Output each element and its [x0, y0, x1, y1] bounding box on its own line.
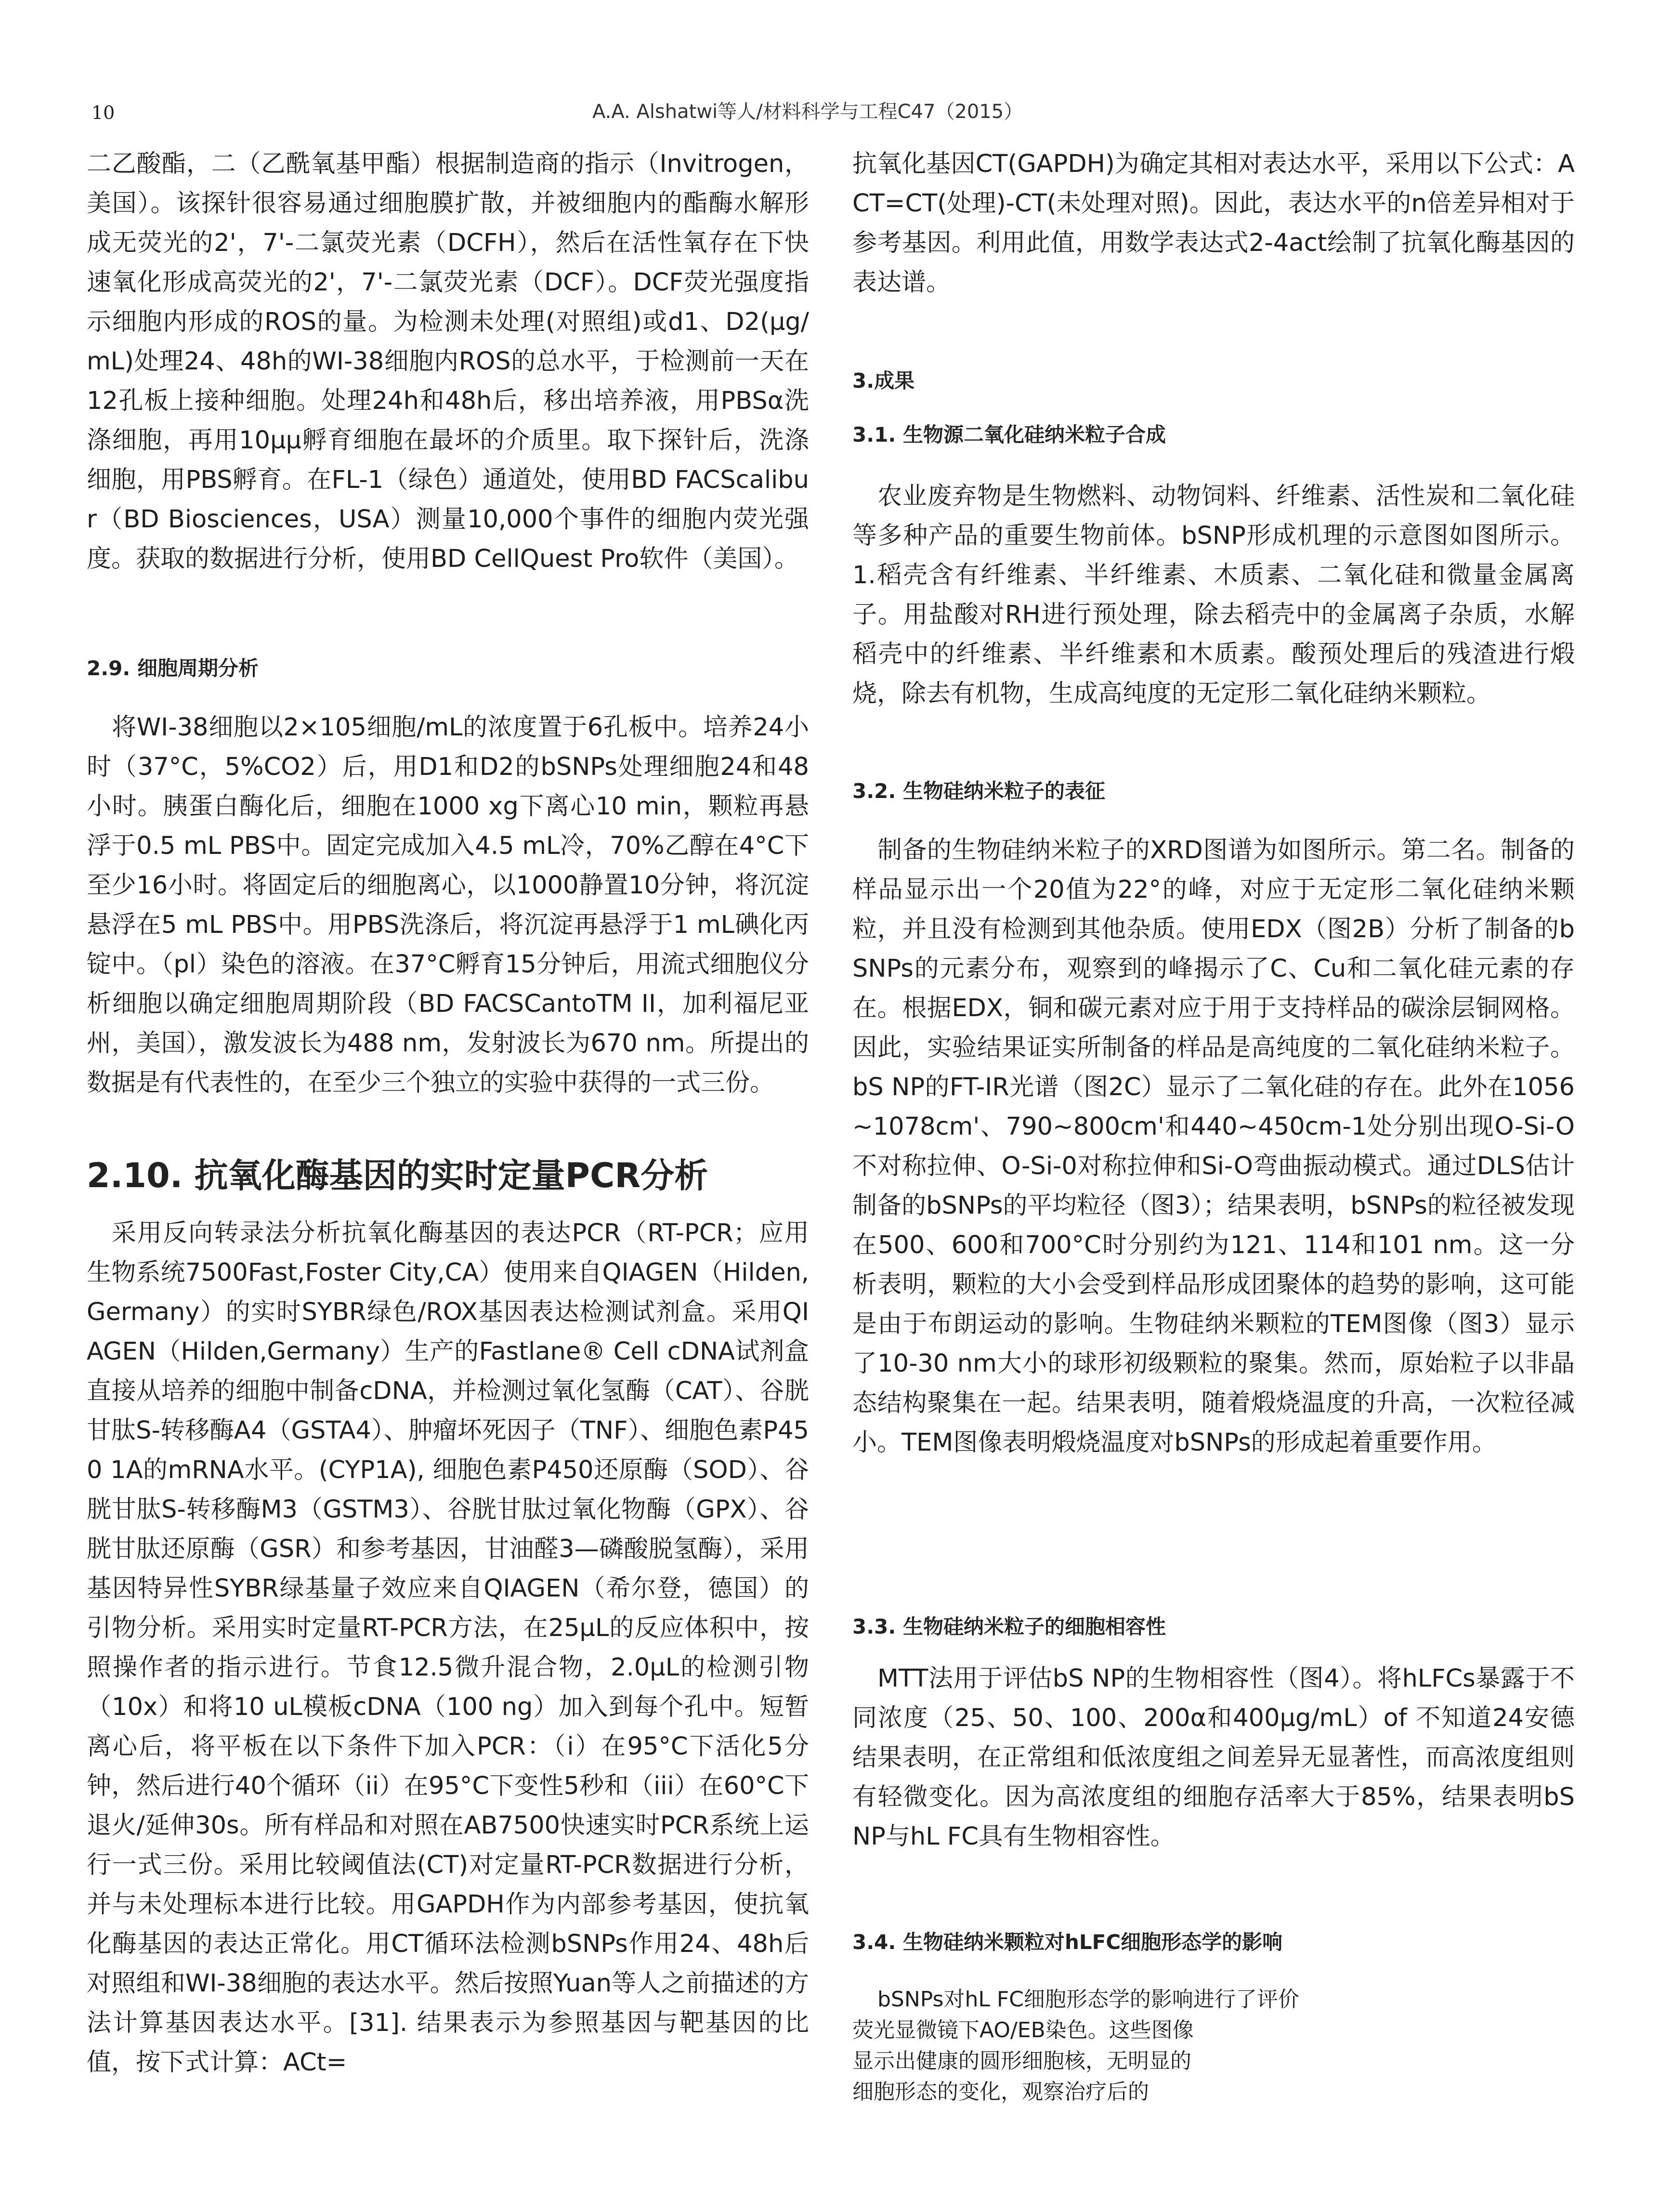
right-paragraph-1: 抗氧化基因CT(GAPDH)为确定其相对表达水平，采用以下公式：ACT=CT(处理)-CT(未处理对照)。因此，表达水平的n倍差异相对于参考基因。利用此值，用数学表达式2-4act绘制了抗氧化酶基因的表达谱。 — [852, 150, 1575, 297]
page-number: 10 — [91, 102, 115, 123]
section-heading-3-2: 3.2. 生物硅纳米粒子的表征 — [852, 779, 1105, 803]
section-heading-3-1: 3.1. 生物源二氧化硅纳米粒子合成 — [852, 423, 1166, 446]
right-paragraph-4: MTT法用于评估bS NP的生物相容性（图4）。将hLFCs暴露于不同浓度（25、50、100、200α和400μg/mL）of 不知道24安德结果表明，在正常组和低浓度组之间差异无显著性，而高浓度组则有轻微变化。因为高浓度组的细胞存活率大于85%，结果表明bS NP与hL FC具有生物相容性。 — [852, 1664, 1575, 1851]
section-heading-3: 3.成果 — [852, 369, 915, 393]
left-paragraph-1: 二乙酸酯，二（乙酰氧基甲酯）根据制造商的指示（Invitrogen，美国）。该探针很容易通过细胞膜扩散，并被细胞内的酯酶水解形成无荧光的2'，7'-二氯荧光素（DCFH），然后在活性氧存在下快速氧化形成高荧光的2'，7'-二氯荧光素（DCF）。DCF荧光强度指示细胞内形成的ROS的量。为检测未处理(对照组)或d1、D2(μg/mL)处理24、48h的WI-38细胞内ROS的总水平，于检测前一天在12孔板上接种细胞。处理24h和48h后，移出培养液，用PBSα洗涤细胞，再用10μμ孵育细胞在最坏的介质里。取下探针后，洗涤细胞，用PBS孵育。在FL-1（绿色）通道处，使用BD FACScalibur（BD Biosciences，USA）测量10,000个事件的细胞内荧光强度。获取的数据进行分析，使用BD CellQuest Pro软件（美国）。 — [87, 150, 809, 573]
paragraph-line: 显示出健康的圆形细胞核，无明显的 — [852, 2049, 1191, 2073]
paragraph-line: bSNPs对hL FC细胞形态学的影响进行了评价 — [877, 1987, 1299, 2012]
section-heading-3-4: 3.4. 生物硅纳米颗粒对hLFC细胞形态学的影响 — [852, 1930, 1283, 1954]
right-paragraph-3: 制备的生物硅纳米粒子的XRD图谱为如图所示。第二名。制备的样品显示出一个20值为22°的峰，对应于无定形二氧化硅纳米颗粒，并且没有检测到其他杂质。使用EDX（图2B）分析了制备的bSNPs的元素分布，观察到的峰揭示了C、Cu和二氧化硅元素的存在。根据EDX，铜和碳元素对应于用于支持样品的碳涂层铜网格。因此，实验结果证实所制备的样品是高纯度的二氧化硅纳米粒子。bS NP的FT-IR光谱（图2C）显示了二氧化硅的存在。此外在1056~1078cm'、790~800cm'和440~450cm-1处分别出现O-Si-O不对称拉伸、O-Si-0对称拉伸和Si-O弯曲振动模式。通过DLS估计制备的bSNPs的平均粒径（图3）；结果表明，bSNPs的粒径被发现在500、600和700°C时分别约为121、114和101 nm。这一分析表明，颗粒的大小会受到样品形成团聚体的趋势的影响，这可能是由于布朗运动的影响。生物硅纳米颗粒的TEM图像（图3）显示了10-30 nm大小的球形初级颗粒的聚集。然而，原始粒子以非晶态结构聚集在一起。结果表明，随着煅烧温度的升高，一次粒径减小。TEM图像表明煅烧温度对bSNPs的形成起着重要作用。 — [852, 836, 1575, 1457]
right-paragraph-5 — [852, 1984, 1575, 2107]
right-paragraph-2: 农业废弃物是生物燃料、动物饲料、纤维素、活性炭和二氧化硅等多种产品的重要生物前体。bSNP形成机理的示意图如图所示。1.稻壳含有纤维素、半纤维素、木质素、二氧化硅和微量金属离子。用盐酸对RH进行预处理，除去稻壳中的金属离子杂质，水解稻壳中的纤维素、半纤维素和木质素。酸预处理后的残渣进行煅烧，除去有机物，生成高纯度的无定形二氧化硅纳米颗粒。 — [852, 482, 1575, 708]
paragraph-line: 细胞形态的变化，观察治疗后的 — [852, 2080, 1149, 2104]
section-heading-3-3: 3.3. 生物硅纳米粒子的细胞相容性 — [852, 1615, 1166, 1638]
section-heading-2-9: 2.9. 细胞周期分析 — [87, 656, 259, 680]
left-paragraph-2: 将WI-38细胞以2×105细胞/mL的浓度置于6孔板中。培养24小时（37°C，5%CO2）后，用D1和D2的bSNPs处理细胞24和48小时。胰蛋白酶化后，细胞在1000 xg下离心10 min，颗粒再悬浮于0.5 mL PBS中。固定完成加入4.5 mL冷，70%乙醇在4°C下至少16小时。将固定后的细胞离心，以1000静置10分钟，将沉淀悬浮在5 mL PBS中。用PBS洗涤后，将沉淀再悬浮于1 mL碘化丙锭中。（pl）染色的溶液。在37°C孵育15分钟后，用流式细胞仪分析细胞以确定细胞周期阶段（BD FACSCantoTM II，加利福尼亚州，美国），激发波长为488 nm，发射波长为670 nm。所提出的数据是有代表性的，在至少三个独立的实验中获得的一式三份。 — [87, 713, 809, 1097]
left-paragraph-3: 采用反向转录法分析抗氧化酶基因的表达PCR（RT-PCR；应用生物系统7500Fast,Foster City,CA）使用来自QIAGEN（Hilden,Germany）的实时SYBR绿色/ROX基因表达检测试剂盒。采用QIAGEN（Hilden,Germany）生产的Fastlane® Cell cDNA试剂盒直接从培养的细胞中制备cDNA，并检测过氧化氢酶（CAT）、谷胱甘肽S-转移酶A4（GSTA4）、肿瘤坏死因子（TNF）、细胞色素P450 1A的mRNA水平。(CYP1A), 细胞色素P450还原酶（SOD）、谷胱甘肽S-转移酶M3（GSTM3）、谷胱甘肽过氧化物酶（GPX）、谷胱甘肽还原酶（GSR）和参考基因，甘油醛3—磷酸脱氢酶），采用基因特异性SYBR绿基量子效应来自QIAGEN（希尔登，德国）的引物分析。采用实时定量RT-PCR方法，在25μL的反应体积中，按照操作者的指示进行。节食12.5微升混合物，2.0μL的检测引物（10x）和将10 uL模板cDNA（100 ng）加入到每个孔中。短暂离心后，将平板在以下条件下加入PCR：（i）在95°C下活化5分钟，然后进行40个循环（ii）在95°C下变性5秒和（iii）在60°C下退火/延伸30s。所有样品和对照在AB7500快速实时PCR系统上运行一式三份。采用比较阈值法(CT)对定量RT-PCR数据进行分析，并与未处理标本进行比较。用GAPDH作为内部参考基因，使抗氧化酶基因的表达正常化。用CT循环法检测bSNPs作用24、48h后对照组和WI-38细胞的表达水平。然后按照Yuan等人之前描述的方法计算基因表达水平。[31]. 结果表示为参照基因与靶基因的比值，按下式计算：ACt= — [87, 1219, 809, 2077]
section-heading-2-10: 2.10. 抗氧化酶基因的实时定量PCR分析 — [87, 1156, 708, 1195]
running-header: A.A. Alshatwi等人/材料科学与工程C47（2015） — [592, 101, 1023, 123]
paragraph-line: 荧光显微镜下AO/EB染色。这些图像 — [852, 2018, 1194, 2042]
